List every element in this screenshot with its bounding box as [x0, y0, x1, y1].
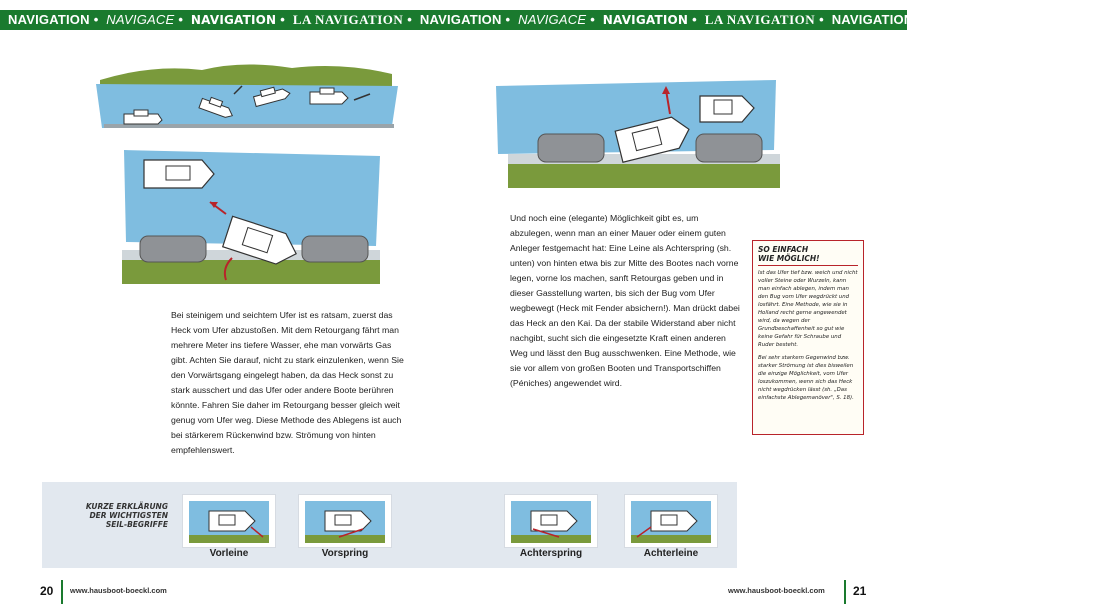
right-paragraph: Und noch eine (elegante) Möglichkeit gibt es, um abzulegen, wenn man an einer Mauer oder einem guten Anleger festgemacht hat: Eine Leine als Achterspring (sh. unten) von hinten etwa bis zur Mitte des Bootes nach vorne legen, vorne los machen, sanft Retourgas geben und in dieser Gasstellung warten, bis sich der Bug vom Ufer wegbewegt (Heck mit Fender absichern!). Man drückt dabei das Heck an den Kai. Da der stabile Widerstand aber nicht nachgibt, sucht sich die eingesetzte Kraft einen anderen Weg und lässt den Bug ausschwenken. Eine Methode, wie sie vor allem von großen Booten und Transportschiffen (Péniches) angewendet wird. — [510, 213, 740, 388]
boat-icon — [144, 160, 214, 188]
infobox-divider — [758, 265, 858, 266]
header-separator: • — [1002, 12, 1007, 27]
moored-boat-icon — [696, 134, 762, 162]
grass-shore — [508, 162, 780, 188]
footer-divider — [844, 580, 846, 604]
header-item: NAVIGATION — [190, 13, 277, 27]
rope-diagram-icon — [299, 495, 391, 547]
header-separator: • — [819, 12, 824, 27]
header-separator: • — [692, 12, 697, 27]
rope-card-achterleine — [625, 495, 717, 547]
rope-card-achterspring — [505, 495, 597, 547]
header-separator: • — [505, 12, 511, 27]
header-item: NAVIGATION — [8, 12, 90, 27]
left-paragraph: Bei steinigem und seichtem Ufer ist es ratsam, zuerst das Heck vom Ufer abzustoßen. Mit dem Retourgang fährt man mehrere Meter ins tiefere Wasser, ehe man vorwärts Gas gibt. Achten Sie darauf, nicht zu stark einzulenken, wenn Sie den Vorwärtsgang eingelegt haben, da das Heck sonst zu stark ausschert und das Ufer oder andere Boote berühren könnte. Fahren Sie daher im Retourgang besser gleich weit genug vom Ufer weg. Diese Methode des Ablegens ist auch bei stärkerem Rückenwind bzw. Strömung von hinten empfehlenswert. — [171, 310, 404, 455]
footer-url-right: www.hausboot-boeckl.com — [728, 586, 825, 595]
header-item: NAVIGATION — [1014, 13, 1101, 27]
header-item: NAVIGATION — [602, 13, 689, 27]
header-separator: • — [178, 12, 184, 27]
header-separator: • — [917, 12, 923, 27]
tree-line — [100, 64, 392, 86]
caption-line: SEIL-BEGRIFFE — [105, 520, 168, 529]
rope-card-vorspring — [299, 495, 391, 547]
river-boats-illustration — [92, 56, 402, 136]
caption-line: KURZE ERKLÄRUNG — [85, 502, 168, 511]
infobox-title-line: WIE MÖGLICH! — [758, 254, 820, 263]
infobox-paragraph: Ist das Ufer tief bzw. weich und nicht voller Steine oder Wurzeln, kann man einfach ablegen, indem man den Bug vom Ufer wegdrückt und losfährt. Eine Methode, wie sie in Holland recht gerne angewendet wird, da wegen der Grundbeschaffenheit so gut wie keine Gefahr für Schraube und Ruder besteht. — [758, 270, 858, 348]
page-number-right: 21 — [853, 584, 867, 598]
rope-label: Vorspring — [321, 548, 369, 559]
infobox-title — [758, 245, 858, 263]
footer-divider — [61, 580, 63, 604]
header-separator: • — [407, 12, 413, 27]
rope-label: Achterleine — [643, 548, 699, 559]
rope-diagram-icon — [505, 495, 597, 547]
spring-departure-illustration — [494, 80, 780, 190]
caption-line: DER WICHTIGSTEN — [89, 511, 168, 520]
reverse-departure-illustration — [122, 150, 382, 285]
rope-label: Achterspring — [519, 548, 583, 559]
boat-icon — [700, 96, 754, 122]
moored-boat-icon — [140, 236, 206, 262]
infobox-title-line: SO EINFACH — [758, 245, 809, 254]
moored-boat-icon — [302, 236, 368, 262]
moored-boat-icon — [538, 134, 604, 162]
infobox-paragraph: Bei sehr starkem Gegenwind bzw. starker Strömung ist dies bisweilen die einzige Möglichkeit, vom Ufer loszukommen, wenn sich das Heck nicht wegdrücken lässt (sh. „Das einfachste Ablegemanöver", S. 18). — [758, 355, 854, 401]
header-item: NAVIGACE — [106, 12, 175, 27]
tip-infobox — [752, 240, 864, 435]
header-separator: • — [590, 12, 595, 27]
header-separator: • — [280, 12, 286, 27]
rope-diagram-icon — [183, 495, 275, 547]
footer-url-left: www.hausboot-boeckl.com — [70, 586, 167, 595]
header-bar — [0, 10, 1101, 30]
rope-card-vorleine — [183, 495, 275, 547]
header-item: LA NAVIGATION — [704, 12, 816, 27]
header-item: NAVIGATION — [419, 12, 502, 27]
rope-terms-caption — [50, 502, 168, 529]
header-item: NAVIGACE — [518, 12, 587, 27]
river-bank — [104, 124, 394, 128]
header-item: NAVIGATION — [831, 12, 914, 27]
rope-label: Vorleine — [209, 548, 249, 559]
page-number-left: 20 — [40, 584, 54, 598]
header-separator: • — [93, 12, 99, 27]
rope-diagram-icon — [625, 495, 717, 547]
header-item: LA NAVIGATION — [292, 12, 404, 27]
header-item: NAVIGACE — [929, 12, 999, 27]
